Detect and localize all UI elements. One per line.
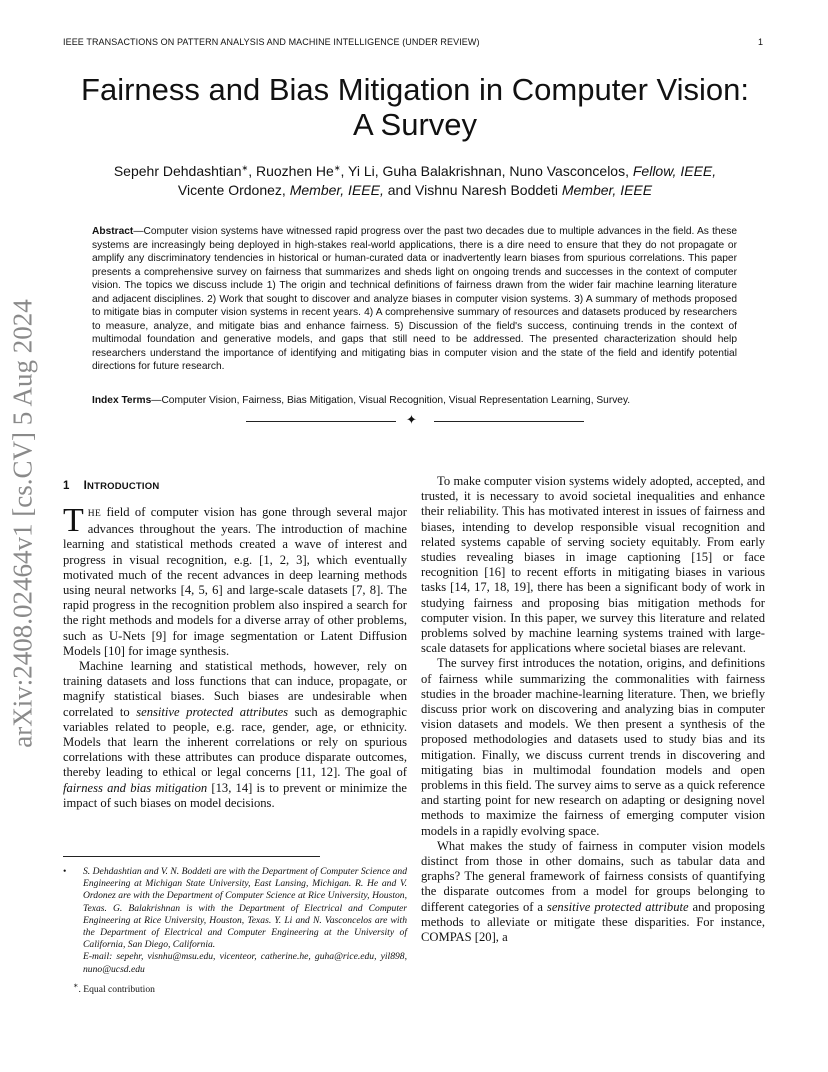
- intro-paragraph-1: [63, 502, 408, 659]
- running-header: IEEE TRANSACTIONS ON PATTERN ANALYSIS AND MACHINE INTELLIGENCE (UNDER REVIEW): [63, 37, 480, 47]
- author-line-2: [40, 181, 790, 200]
- bullet-icon: •: [63, 866, 67, 877]
- index-terms: [92, 394, 737, 408]
- author-text: , Yi Li, Guha Balakrishnan, Nuno Vasconcelos,: [340, 163, 633, 179]
- citation-link[interactable]: [ 1, 2, 3 ]: [259, 553, 307, 567]
- equal-contribution-mark: ∗: [333, 163, 341, 173]
- paragraph-text: , which eventually motivated much of the recent advances in deep learning methods using neural networks: [63, 552, 407, 598]
- intro-paragraph-2: [63, 659, 407, 811]
- paragraph-text: and proposing methods to alleviate or mitigate these disparities. For instance, COMPAS: [421, 899, 765, 945]
- footnote-text: . Equal contribution: [78, 983, 155, 995]
- paragraph-text: is to prevent or minimize the impact of such biases on model decisions.: [63, 780, 407, 810]
- abstract: [92, 225, 737, 374]
- paragraph-text: or face recognition: [421, 550, 765, 580]
- title-line-2: A Survey: [352, 107, 478, 142]
- email-list[interactable]: E-mail: sepehr, visnhu@msu.edu, vicenteor, catherine.he, guha@rice.edu, yil898, nuno@ucsd.edu: [83, 951, 407, 975]
- drop-cap: T: [63, 502, 84, 539]
- separator-line-right: [434, 421, 584, 422]
- page-number: 1: [758, 37, 764, 47]
- citation-link[interactable]: [ 4, 5, 6 ]: [181, 583, 223, 597]
- paragraph-text: for image segmentation or Latent Diffusion Models: [63, 628, 407, 658]
- intro-paragraph-5: [421, 839, 765, 945]
- citation-link[interactable]: [ 20 ]: [475, 930, 496, 944]
- index-terms-text: —Computer Vision, Fairness, Bias Mitigation, Visual Recognition, Visual Representation Learning, Survey.: [151, 395, 631, 406]
- citation-link[interactable]: [ 11, 12 ]: [296, 765, 337, 779]
- arxiv-id-label: arXiv:2408.02464v1 [cs.CV] 5 Aug 2024: [7, 298, 38, 748]
- right-column: [421, 474, 765, 945]
- equal-contribution-mark: ∗: [241, 163, 249, 173]
- author-list: [40, 162, 790, 200]
- paragraph-text: HE: [87, 509, 102, 519]
- paragraph-text: , there has been a significant body of work in studying fairness and proposing bias mitigation methods for computer vision. In this paper, we survey this literature and related problems solved by machine learning systems trained with large-scale datasets for applications where societal biases are relevant.: [421, 580, 765, 656]
- title-line-1: Fairness and Bias Mitigation in Computer Vision:: [81, 72, 749, 107]
- abstract-label: Abstract: [92, 226, 134, 237]
- author-affiliation-note: Fellow, IEEE,: [632, 163, 717, 179]
- citation-link[interactable]: [ 10 ]: [104, 644, 125, 658]
- author-text: Sepehr Dehdashtian: [113, 163, 242, 179]
- arxiv-stamp: [2, 288, 44, 758]
- paragraph-text: such as demographic variables related to people, e.g. race, gender, age, or ethnicity. Models that learn the inherent correlations or rely on spurious correlations with these attributes can produce disparate outcomes, thereby leading to ethical or legal concerns: [63, 704, 408, 780]
- citation-link[interactable]: [ 13, 14 ]: [211, 781, 252, 795]
- author-line-1: [40, 162, 790, 181]
- paragraph-text: . The goal of: [337, 765, 407, 780]
- section-title-rest: NTRODUCTION: [87, 481, 160, 492]
- citation-link[interactable]: [ 9 ]: [152, 629, 167, 643]
- section-heading-introduction: [63, 480, 159, 492]
- abstract-text: —Computer vision systems have witnessed rapid progress over the past two decades due to multiple advances in the field. As these systems are increasingly being deployed in high-stakes real-world applications, there is a dire need to ensure that they do not propagate or amplify any discriminatory tendencies in historical or human-curated data or inadvertently learn biases from spurious correlations. This paper presents a comprehensive survey on fairness that summarizes and sheds light on ongoing trends and successes in the context of computer vision. The topics we discuss include 1) The origin and technical definitions of fairness drawn from the wider fair machine learning literature and adjacent disciplines. 2) Work that sought to discover and analyze biases in computer vision systems. 3) A summary of methods proposed to mitigate bias in computer vision systems in recent years. 4) A comprehensive summary of resources and datasets produced by researchers to measure, analyze, and mitigate bias and enhance fairness. 5) Discussion of the field's success, continuing trends in the context of multimodal foundation and generative models, and gaps that still need to be addressed. The presented characterization should help researchers understand the importance of identifying and mitigating bias in computer vision and the state of the field and identify potential directions for future research.: [92, 226, 737, 372]
- paragraph-text: for image synthesis.: [124, 643, 230, 658]
- affiliation-text: S. Dehdashtian and V. N. Boddeti are with the Department of Computer Science and Engineering at Michigan State University, East Lansing, Michigan. R. He and V. Ordonez are with the Department of Computer Science at Rice University, Houston, Texas. G. Balakrishnan is with the Department of Electrical and Computer Engineering at Rice University, Houston, Texas. Y. Li and N. Vasconcelos are with the Department of Electrical and Computer Engineering at the University of California, San Diego, California.: [83, 866, 407, 951]
- paragraph-text: field of computer vision has gone through several major advances throughout the years. The introduction of machine learning and statistical methods created a wave of interest and progress in visual recognition, e.g.: [63, 505, 407, 567]
- section-separator: [246, 412, 584, 429]
- equal-contribution-mark: ∗: [73, 980, 79, 990]
- separator-line-left: [246, 421, 396, 422]
- section-number: 1: [63, 480, 70, 492]
- paragraph-text: Machine learning and statistical methods, however, rely on training datasets and loss functions that can induce, propagate, or magnify statistical biases. Such biases are undesirable when correlated to: [63, 659, 407, 719]
- paragraph-text: , a: [495, 930, 508, 945]
- citation-link[interactable]: [ 7, 8 ]: [352, 583, 380, 597]
- paragraph-text: and large-scale datasets: [222, 583, 352, 598]
- citation-link[interactable]: [ 16 ]: [484, 565, 505, 579]
- author-text: Vicente Ordonez,: [177, 182, 290, 198]
- author-footnote: [63, 866, 407, 996]
- author-text: and Vishnu Naresh Boddeti: [383, 182, 562, 198]
- intro-paragraph-4: The survey first introduces the notation, origins, and definitions of fairness while summarizing the commonalities with fairness studies in the broader machine-learning literature. Then, we briefly discuss prior work on discovering and analyzing bias in computer vision datasets and models. We then present a synthesis of the proposed methodologies and datasets used to study bias and its mitigation. Finally, we discuss current trends in discovering and mitigating bias in multimodal foundation models and open problems in this field. The survey aims to serve as a quick reference and starting point for new research on adapting or designing novel methods to maximize the fairness of emerging computer vision models in a rapidly evolving space.: [421, 656, 765, 838]
- index-terms-label: Index Terms: [92, 395, 152, 406]
- left-column: [63, 502, 408, 811]
- citation-link[interactable]: [ 14, 17, 18, 19 ]: [450, 580, 530, 594]
- author-text: , Ruozhen He: [248, 163, 334, 179]
- emphasis-text: fairness and bias mitigation: [63, 780, 208, 795]
- author-affiliation-note: Member, IEEE,: [289, 182, 384, 198]
- equal-contribution-footnote: [63, 980, 407, 996]
- paragraph-text: What makes the study of fairness in computer vision models distinct from those in other domains, such as tabular data and graphs? The general framework of fairness consists of quantifying the disparate outcomes from a model for groups belonging to different categories of a: [421, 838, 765, 914]
- separator-star-icon: ✦: [406, 412, 417, 427]
- affiliation-footnote: [63, 866, 407, 976]
- emphasis-text: sensitive protected attribute: [546, 899, 689, 914]
- citation-link[interactable]: [ 15 ]: [691, 550, 712, 564]
- emphasis-text: sensitive protected attributes: [136, 704, 289, 719]
- paragraph-text: to recent efforts in mitigating biases in various tasks: [421, 565, 765, 595]
- author-affiliation-note: Member, IEEE: [561, 182, 653, 198]
- section-title-initial: I: [83, 480, 88, 492]
- intro-paragraph-3: [421, 474, 765, 656]
- paragraph-text: To make computer vision systems widely adopted, accepted, and trusted, it is necessary to avoid societal inequalities and enhance their reliability. This has motivated interest in issues of fairness and biases, intending to develop responsible visual recognition and related systems capable of serving society equitably. From early studies revealing biases in image captioning: [421, 474, 765, 565]
- paper-title: [40, 72, 790, 142]
- footnote-rule: [63, 856, 320, 857]
- paragraph-text: . The rapid progress in the recognition problem also inspired a search for the right methods and models for a diverse array of other problems, such as U-Nets: [63, 583, 408, 643]
